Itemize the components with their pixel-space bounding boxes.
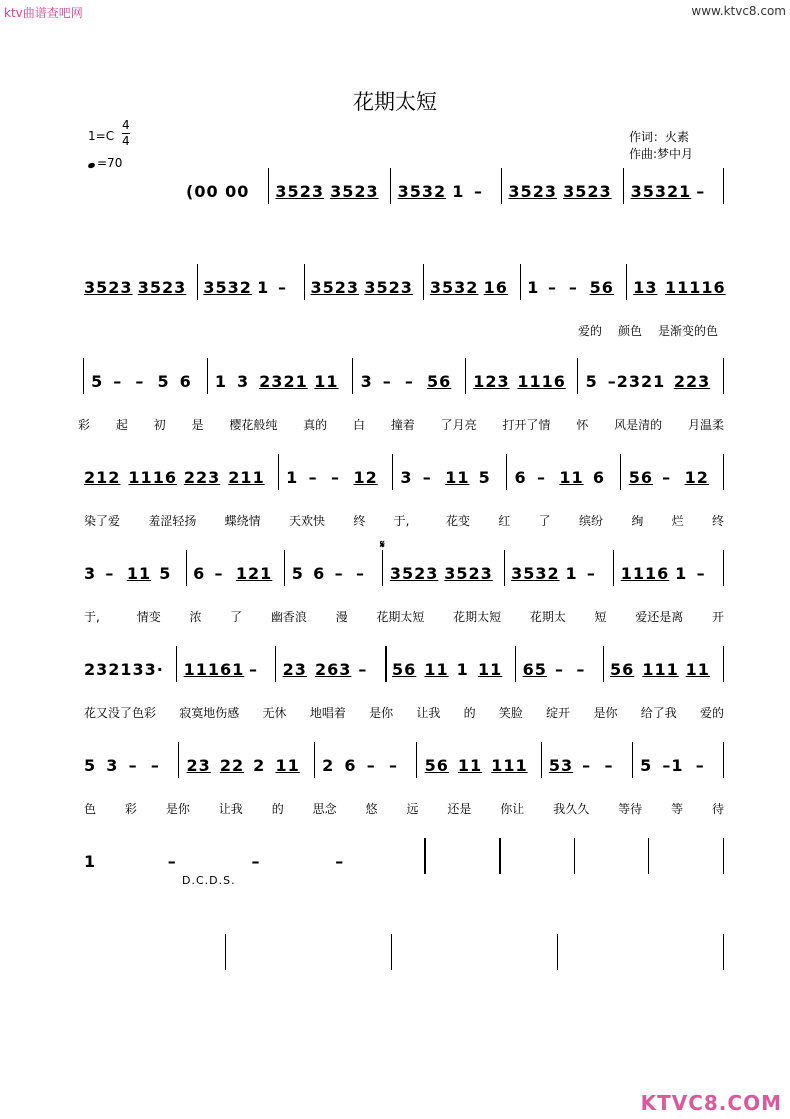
note-group: 56 [610, 660, 635, 679]
note-group: – [696, 564, 706, 583]
note-group: 3523 [364, 278, 413, 297]
note-group: 16 [483, 278, 508, 297]
barline [515, 646, 516, 682]
note-group: – [128, 756, 138, 775]
barline [186, 550, 187, 586]
barline [382, 550, 383, 586]
notation-line [186, 182, 728, 212]
note-group: – [214, 564, 224, 583]
note-group: – [277, 278, 287, 297]
note-group: 56 [628, 468, 653, 487]
lyric-syllable: 天欢快 [289, 514, 326, 528]
note-group: 1 [452, 182, 465, 201]
lyric-syllable: 了 [538, 514, 551, 528]
note-group: 11 [559, 468, 584, 487]
note-group: 111 [491, 756, 528, 775]
note-group: – [404, 372, 414, 391]
note-group: 2321 [259, 372, 308, 391]
lyric-syllable: 颜色 [618, 324, 643, 338]
note-group: 3 [237, 372, 250, 391]
key-signature: 1=C [88, 129, 115, 143]
note-group: 6 [514, 468, 527, 487]
barline [278, 454, 279, 490]
notation-line [78, 372, 728, 402]
note-group: 263 [315, 660, 352, 679]
lyric-syllable: 缤纷 [579, 514, 604, 528]
lyric-syllable: 月温柔 [688, 418, 725, 432]
lyric-syllable: 幽香浪 [270, 610, 307, 624]
barline [392, 454, 393, 490]
double-barline [424, 838, 426, 874]
notation-line [84, 660, 728, 690]
barline [613, 550, 614, 586]
lyric-syllable: 是 [191, 418, 204, 432]
barline [352, 358, 353, 394]
note-group: 3532 [429, 278, 479, 297]
note-group: – [422, 468, 432, 487]
notation-line [220, 948, 728, 978]
note-group: 121 [235, 564, 273, 583]
lyricist-credit: 作词：火素 [629, 130, 690, 144]
lyric-syllable: 情变 [136, 610, 161, 624]
lyric-syllable: 漫 [335, 610, 348, 624]
lyric-syllable: 你让 [500, 802, 525, 816]
lyric-syllable: 于, [84, 610, 100, 624]
barline [723, 838, 724, 874]
lyric-syllable: 等待 [618, 802, 643, 816]
lyric-syllable: 待 [712, 802, 725, 816]
note-group: 5 [478, 468, 491, 487]
note-group: – [356, 564, 365, 583]
note-group: – [251, 852, 261, 871]
lyric-syllable: 彩 [124, 802, 137, 816]
lyric-syllable: 怀 [576, 418, 589, 432]
note-group: 5 [585, 372, 598, 391]
barline [541, 742, 542, 778]
lyric-syllable: 彩 [78, 418, 91, 432]
note-group: – [576, 660, 586, 679]
note-group: –2321 [607, 372, 666, 391]
lyric-syllable: 笑脸 [498, 706, 523, 720]
lyrics-line [84, 512, 728, 530]
double-barline [499, 838, 501, 874]
barline [225, 934, 226, 970]
note-group: 56 [392, 660, 417, 679]
note-group: 1 [84, 852, 97, 871]
barline [648, 838, 649, 874]
lyric-syllable: 花期太 [529, 610, 566, 624]
note-group: 5 [84, 756, 97, 775]
note-group: 5 [640, 756, 653, 775]
barline [723, 168, 724, 204]
lyric-syllable: 了月亮 [440, 418, 477, 432]
lyric-syllable: 花又没了色彩 [84, 706, 157, 720]
note-group: 11161 [183, 660, 245, 679]
note-group: 1 [257, 278, 270, 297]
note-group: – [249, 660, 258, 679]
barline [423, 264, 424, 300]
note-group: 22 [219, 756, 245, 775]
note-group: 3532 [203, 278, 252, 297]
note-group: – [331, 468, 341, 487]
note-group: 1116 [128, 468, 177, 487]
lyric-syllable: 白 [353, 418, 366, 432]
barline [501, 168, 502, 204]
note-group: (00 00 [186, 182, 250, 201]
note-group: 1 [565, 564, 578, 583]
barline [577, 358, 578, 394]
note-group: – [389, 756, 398, 775]
lyric-syllable: 终 [712, 514, 725, 528]
note-group: – [474, 182, 483, 201]
barline [176, 646, 177, 682]
note-group: 6 [179, 372, 192, 391]
lyric-syllable: 等 [671, 802, 684, 816]
note-group: 6 [344, 756, 357, 775]
lyric-syllable: 绚 [631, 514, 644, 528]
note-group: – [113, 372, 123, 391]
lyrics-line [84, 704, 728, 722]
lyric-syllable: 是你 [593, 706, 618, 720]
barline [723, 550, 724, 586]
note-group: – [335, 852, 345, 871]
note-group: 11116 [665, 278, 726, 297]
note-group: 11 [457, 756, 483, 775]
watermark-top-right: www.ktvc8.com [691, 4, 786, 18]
lyric-syllable: 撞着 [390, 418, 415, 432]
note-group: – [334, 564, 344, 583]
note-group: – [135, 372, 145, 391]
tempo-value: =70 [97, 156, 123, 170]
lyric-syllable: 爱还是离 [635, 610, 684, 624]
quarter-note-icon [87, 162, 95, 169]
note-group: – [150, 756, 160, 775]
lyric-syllable: 我久久 [553, 802, 590, 816]
lyric-syllable: 终 [353, 514, 366, 528]
tempo [88, 156, 122, 170]
barline [314, 742, 315, 778]
note-group: –1 [662, 756, 684, 775]
note-group: 12 [684, 468, 709, 487]
lyric-syllable: 了 [230, 610, 243, 624]
lyric-syllable: 红 [498, 514, 511, 528]
lyric-syllable: 起 [115, 418, 128, 432]
lyric-syllable: 打开了情 [502, 418, 551, 432]
note-group: 2 [322, 756, 335, 775]
note-group: 5 [291, 564, 304, 583]
note-group: 6 [313, 564, 326, 583]
song-title: 花期太短 [353, 90, 437, 114]
lyric-syllable: 绽开 [546, 706, 571, 720]
barline [465, 358, 466, 394]
time-signature [122, 118, 130, 149]
note-group: 3523 [508, 182, 557, 201]
barline [275, 646, 276, 682]
composer-credit: 作曲:梦中月 [629, 147, 694, 161]
lyric-syllable: 初 [153, 418, 166, 432]
note-group: 5 [159, 564, 172, 583]
note-group: 3523 [444, 564, 493, 583]
note-group: 11 [445, 468, 470, 487]
lyric-syllable: 短 [594, 610, 607, 624]
note-group: – [662, 468, 672, 487]
lyric-syllable: 思念 [312, 802, 337, 816]
dcds-marking: D.C.D.S. [182, 874, 236, 887]
note-group: 3532 [511, 564, 560, 583]
barline [632, 742, 633, 778]
barline [504, 550, 505, 586]
notation-line [84, 468, 728, 498]
lyrics-line [84, 322, 728, 340]
barline [723, 646, 724, 682]
lyric-syllable: 浓 [189, 610, 202, 624]
note-group: 11 [478, 660, 503, 679]
lyric-syllable: 还是 [447, 802, 472, 816]
note-group: – [604, 756, 614, 775]
lyric-syllable: 寂寞地伤感 [179, 706, 240, 720]
lyric-syllable: 让我 [416, 706, 441, 720]
time-signature-bottom: 4 [122, 134, 130, 148]
note-group: 23 [282, 660, 307, 679]
note-group: 3523 [275, 182, 324, 201]
note-group: 11 [314, 372, 339, 391]
note-group: 3523 [389, 564, 439, 583]
note-group: 1 [675, 564, 688, 583]
lyric-syllable: 开 [712, 610, 725, 624]
note-group: 11 [685, 660, 710, 679]
note-group: 56 [589, 278, 614, 297]
note-group: 53 [548, 756, 574, 775]
barline [557, 934, 558, 970]
barline [178, 742, 179, 778]
barline [284, 550, 285, 586]
lyric-syllable: 色 [84, 802, 97, 816]
note-group: 1 [286, 468, 299, 487]
note-group: 56 [424, 756, 449, 775]
barline [723, 358, 724, 394]
lyric-syllable: 无休 [262, 706, 287, 720]
lyrics-line [84, 800, 728, 818]
note-group: – [105, 564, 115, 583]
note-group: – [548, 278, 558, 297]
barline [268, 168, 269, 204]
note-group: – [586, 564, 596, 583]
notation-line [84, 278, 728, 308]
note-group: 211 [228, 468, 265, 487]
lyric-syllable: 羞涩轻扬 [148, 514, 197, 528]
notation-line [84, 756, 728, 786]
note-group: 5 [157, 372, 170, 391]
watermark-bottom: KTVC8.COM [640, 1091, 782, 1115]
lyric-syllable: 是渐变的色 [658, 324, 719, 338]
note-group: – [582, 756, 592, 775]
note-group: 11 [275, 756, 300, 775]
note-group: 123 [473, 372, 510, 391]
note-group: 232133· [84, 660, 164, 679]
lyric-syllable: 远 [406, 802, 419, 816]
note-group: 12 [353, 468, 378, 487]
lyric-syllable: 风是清的 [614, 418, 663, 432]
lyric-syllable: 的 [463, 706, 476, 720]
note-group: 23 [186, 756, 211, 775]
barline [506, 454, 507, 490]
barline [603, 646, 604, 682]
note-group: 56 [426, 372, 452, 391]
time-signature-top: 4 [122, 118, 130, 132]
note-group: 65 [522, 660, 547, 679]
note-group: – [308, 468, 318, 487]
note-group: 3523 [563, 182, 612, 201]
note-group: – [695, 756, 705, 775]
lyric-syllable: 的 [271, 802, 284, 816]
barline [416, 742, 417, 778]
note-group: 3 [360, 372, 373, 391]
lyrics-line [84, 608, 728, 626]
note-group: 1 [214, 372, 228, 391]
note-group: 223 [183, 468, 221, 487]
note-group: 2 [253, 756, 266, 775]
barline [620, 454, 621, 490]
barline [723, 934, 724, 970]
note-group: 11 [126, 564, 152, 583]
barline [83, 358, 84, 394]
barline [391, 934, 392, 970]
barline [723, 742, 724, 778]
lyric-syllable: 于, [393, 514, 410, 528]
barline [207, 358, 208, 394]
note-group: – [366, 756, 376, 775]
note-group: 3 [400, 468, 413, 487]
watermark-top-left: ktv曲谱查吧网 [4, 6, 83, 20]
lyric-syllable: 烂 [671, 514, 684, 528]
note-group: 3523 [137, 278, 187, 297]
lyric-syllable: 是你 [369, 706, 394, 720]
note-group: 212 [84, 468, 121, 487]
note-group: 13 [633, 278, 658, 297]
barline [520, 264, 521, 300]
note-group: – [696, 182, 706, 201]
barline [390, 168, 391, 204]
note-group: 3 [84, 564, 97, 583]
barline [304, 264, 305, 300]
note-group: 3 [106, 756, 119, 775]
notation-line [84, 852, 728, 887]
note-group: 3523 [330, 182, 379, 201]
note-group: 3532 [397, 182, 447, 201]
lyric-syllable: 悠 [365, 802, 378, 816]
note-group: – [167, 852, 177, 871]
note-group: 223 [673, 372, 711, 391]
lyric-syllable: 花变 [446, 514, 471, 528]
note-group: 1116 [620, 564, 670, 583]
note-group: 5 [91, 372, 104, 391]
barline [574, 838, 575, 874]
barline [197, 264, 198, 300]
segno-icon: 𝄋 [380, 538, 385, 551]
note-group: 1 [527, 278, 540, 297]
note-group: – [358, 660, 368, 679]
lyric-syllable: 地唱着 [309, 706, 346, 720]
note-group: – [555, 660, 564, 679]
note-group: – [382, 372, 392, 391]
note-group: 35321 [630, 182, 692, 201]
note-group: 6 [193, 564, 206, 583]
lyric-syllable: 蝶绕情 [224, 514, 261, 528]
note-group: – [536, 468, 546, 487]
lyric-syllable: 给了我 [640, 706, 677, 720]
lyric-syllable: 是你 [165, 802, 190, 816]
note-group: 111 [642, 660, 679, 679]
note-group: 3523 [84, 278, 133, 297]
note-group: 1116 [517, 372, 566, 391]
lyric-syllable: 染了爱 [84, 514, 121, 528]
double-barline [385, 646, 387, 682]
notation-line [84, 538, 728, 594]
lyrics-line [78, 416, 728, 434]
barline [626, 264, 627, 300]
lyric-syllable: 花期太短 [453, 610, 502, 624]
lyric-syllable: 爱的 [578, 324, 603, 338]
barline [623, 168, 624, 204]
lyric-syllable: 爱的 [700, 706, 725, 720]
note-group: 3523 [310, 278, 360, 297]
note-group: 6 [592, 468, 605, 487]
note-group: 11 [424, 660, 449, 679]
lyric-syllable: 让我 [218, 802, 243, 816]
lyric-syllable: 樱花般纯 [229, 418, 278, 432]
note-group: 1 [456, 660, 469, 679]
lyric-syllable: 真的 [303, 418, 328, 432]
barline [723, 454, 724, 490]
lyric-syllable: 花期太短 [376, 610, 425, 624]
note-group: – [568, 278, 578, 297]
